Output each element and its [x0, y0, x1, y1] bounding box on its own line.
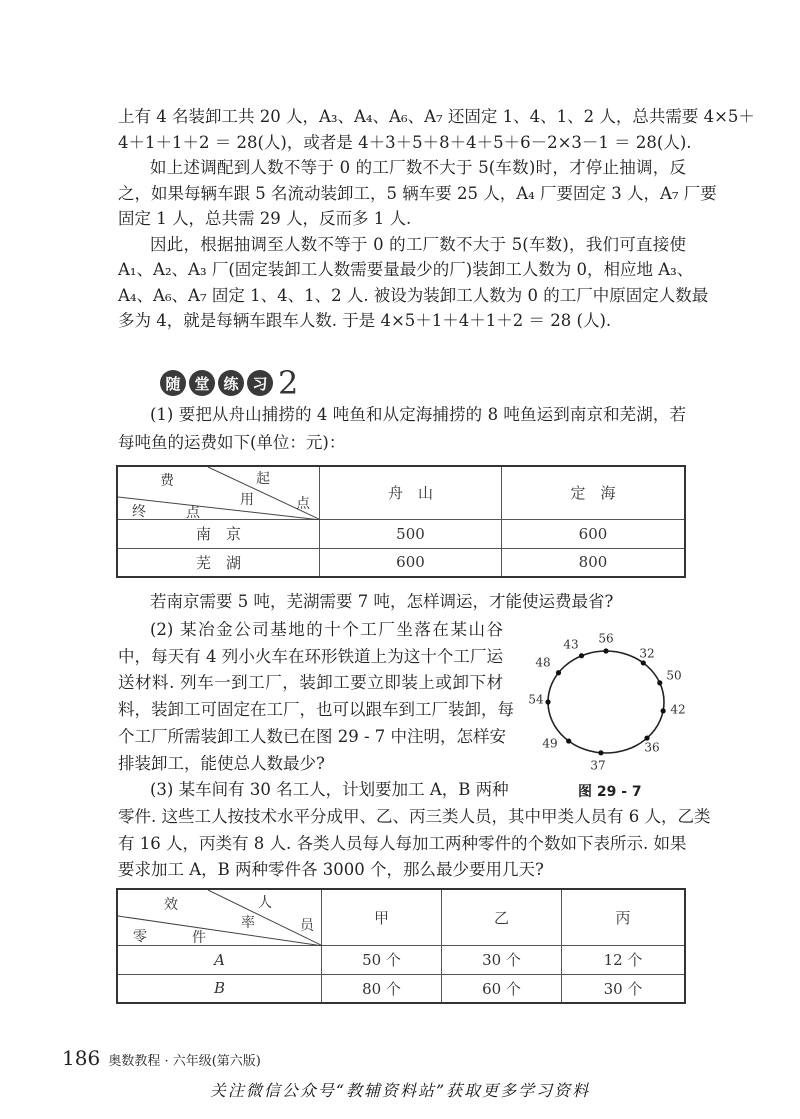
- corner-label: 起: [256, 471, 270, 487]
- question-1-prompt: 若南京需要 5 吨，芜湖需要 7 吨，怎样调运，才能使运费最省?: [150, 592, 614, 611]
- corner-label: 效: [164, 897, 178, 913]
- corner-label: 率: [241, 915, 255, 931]
- factory-count-label: 32: [639, 646, 655, 661]
- factory-count-label: 49: [542, 736, 558, 751]
- factory-count-label: 54: [528, 692, 544, 707]
- text-line: 固定 1 人，总共需 29 人，反而多 1 人.: [118, 209, 412, 228]
- table-cell: 30 个: [442, 945, 562, 974]
- factory-dot: [661, 708, 666, 713]
- table-row: [117, 519, 685, 548]
- text-line: A₁、A₂、A₃ 厂(固定装卸工人数需要量最少的厂)装卸工人数为 0，相应地 A₃、: [118, 260, 694, 279]
- row-label: A: [117, 945, 322, 974]
- factory-count-label: 50: [666, 668, 682, 683]
- text-line: 之，如果每辆车跟 5 名流动装卸工，5 辆车要 25 人，A₄ 厂要固定 3 人，A₇ 厂要: [118, 183, 717, 203]
- row-label: 南 京: [117, 519, 320, 548]
- factory-count-label: 36: [644, 740, 660, 755]
- column-header: 甲: [322, 889, 442, 945]
- corner-label: 点: [186, 505, 200, 521]
- factory-count-label: 56: [598, 631, 614, 646]
- factory-dot: [545, 699, 550, 704]
- freight-cost-table: [116, 465, 686, 578]
- text-line: A₄、A₆、A₇ 固定 1、4、1、2 人. 被设为装卸工人数为 0 的工厂中原固定人数最: [118, 285, 709, 305]
- watermark-text: 关注微信公众号“教辅资料站”获取更多学习资料: [209, 1081, 591, 1100]
- table-cell: 500: [320, 519, 502, 548]
- table-row: [117, 945, 685, 974]
- text-line: 中，每天有 4 列小火车在环形铁道上为这十个工厂运: [118, 646, 503, 666]
- table-cell: 600: [320, 548, 502, 577]
- diagonal-header-cell: [117, 889, 322, 945]
- factory-dot: [603, 648, 608, 653]
- page-footer: [62, 1046, 261, 1070]
- question-1-text: (1) 要把从舟山捕捞的 4 吨鱼和从定海捕捞的 8 吨鱼运到南京和芜湖，若: [150, 405, 686, 424]
- table-header-row: [117, 889, 685, 945]
- heading-char-badge: 堂: [189, 370, 215, 396]
- figure-caption: 图 29 - 7: [578, 784, 642, 800]
- text-line: 排装卸工，能使总人数最少?: [118, 753, 325, 773]
- text-line: 4＋1＋1＋2 ＝ 28(人)，或者是 4＋3＋5＋8＋4＋5＋6－2×3－1 ＝ 28(人).: [118, 132, 692, 152]
- heading-char-badge: 随: [160, 370, 186, 396]
- text-line: 多为 4，就是每辆车跟车人数. 于是 4×5＋1＋4＋1＋2 ＝ 28 (人).: [118, 311, 612, 330]
- text-line: (3) 某车间有 30 名工人，计划要加工 A，B 两种: [150, 780, 509, 800]
- circular-railway-figure: [516, 626, 696, 786]
- corner-label: 点: [296, 496, 310, 512]
- corner-label: 用: [240, 492, 254, 508]
- diagonal-lines: [118, 467, 321, 520]
- table-cell: 50 个: [322, 945, 442, 974]
- work-efficiency-table: [116, 888, 686, 1004]
- page-number: 186: [62, 1046, 101, 1070]
- heading-char-badge: 练: [218, 370, 244, 396]
- factory-count-label: 48: [535, 655, 551, 670]
- text-line: 料，装卸工可固定在工厂，也可以跟车到工厂装卸，每: [118, 700, 514, 720]
- heading-number: 2: [278, 364, 299, 402]
- column-header: 舟 山: [320, 466, 502, 519]
- text-line: 如上述调配到人数不等于 0 的工厂数不大于 5(车数)时，才停止抽调，反: [150, 158, 686, 177]
- factory-dot: [566, 738, 571, 743]
- factory-count-label: 37: [590, 758, 606, 773]
- table-cell: 800: [502, 548, 686, 577]
- row-label: B: [117, 974, 322, 1003]
- table-cell: 12 个: [562, 945, 686, 974]
- diagonal-header-cell: [117, 466, 320, 519]
- corner-label: 终: [132, 504, 146, 520]
- table-header-row: [117, 466, 685, 519]
- factory-count-label: 42: [670, 702, 686, 717]
- text-line: 有 16 人，丙类有 8 人. 各类人员每人每加工两种零件的个数如下表所示. 如果: [118, 833, 687, 853]
- factory-dot: [579, 653, 584, 658]
- factory-count-label: 43: [563, 637, 579, 652]
- factory-dot: [657, 680, 662, 685]
- factory-dot: [598, 750, 603, 755]
- corner-label: 件: [192, 930, 206, 946]
- text-line: 要求加工 A，B 两种零件各 3000 个，那么最少要用几天?: [118, 860, 544, 880]
- diagonal-lines: [118, 890, 323, 946]
- column-header: 定 海: [502, 466, 686, 519]
- text-line: 零件. 这些工人按技术水平分成甲、乙、丙三类人员，其中甲类人员有 6 人，乙类: [118, 806, 711, 826]
- text-line: 上有 4 名装卸工共 20 人，A₃、A₄、A₆、A₇ 还固定 1、4、1、2 人，总共需要 4×5＋: [118, 107, 755, 126]
- corner-label: 人: [258, 895, 272, 911]
- table-cell: 60 个: [442, 974, 562, 1003]
- corner-label: 费: [160, 473, 174, 489]
- table-cell: 600: [502, 519, 686, 548]
- text-line: 因此，根据抽调至人数不等于 0 的工厂数不大于 5(车数)，我们可直接使: [150, 234, 686, 254]
- column-header: 乙: [442, 889, 562, 945]
- column-header: 丙: [562, 889, 686, 945]
- factory-dot: [556, 670, 561, 675]
- table-cell: 80 个: [322, 974, 442, 1003]
- exercise-heading: [160, 364, 299, 402]
- text-line: 送材料. 列车一到工厂，装卸工要立即装上或卸下材: [118, 673, 503, 693]
- text-line: 个工厂所需装卸工人数已在图 29 - 7 中注明，怎样安: [118, 726, 507, 746]
- factory-dot: [641, 660, 646, 665]
- text-line: (2) 某冶金公司基地的十个工厂坐落在某山谷: [150, 620, 503, 639]
- question-1-text: 每吨鱼的运费如下(单位：元)：: [118, 433, 346, 452]
- row-label: 芜 湖: [117, 548, 320, 577]
- corner-label: 员: [300, 918, 314, 934]
- book-title: 奥数教程 · 六年级(第六版): [108, 1054, 261, 1069]
- corner-label: 零: [133, 929, 147, 945]
- heading-char-badge: 习: [247, 370, 273, 396]
- table-row: [117, 974, 685, 1003]
- table-row: [117, 548, 685, 577]
- table-cell: 30 个: [562, 974, 686, 1003]
